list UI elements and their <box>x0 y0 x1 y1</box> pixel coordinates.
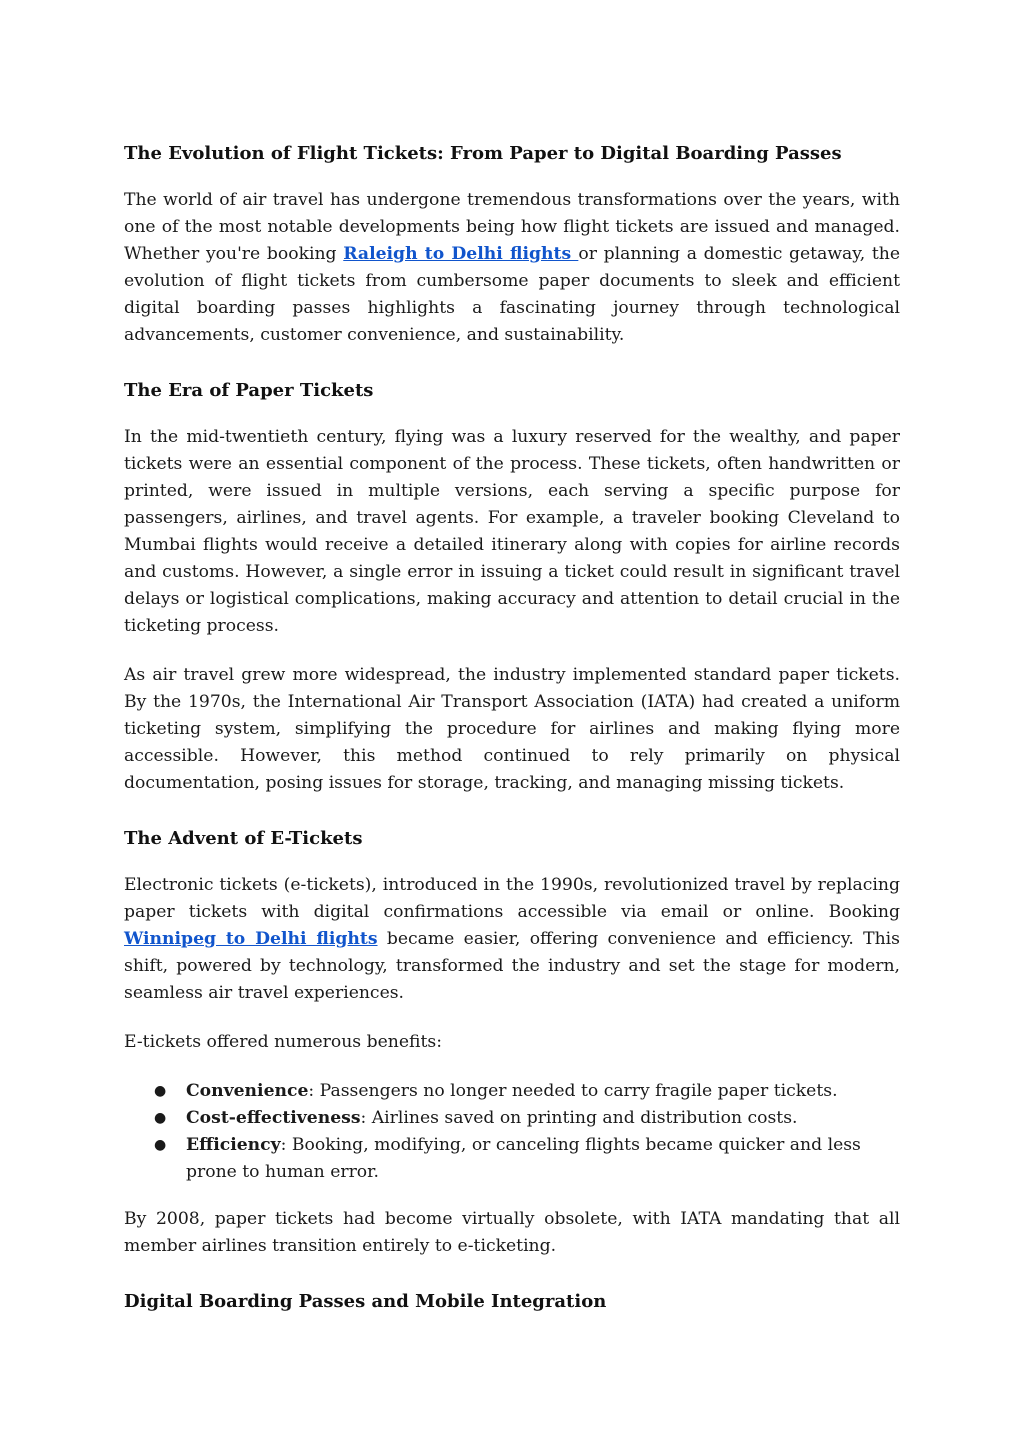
page-title: The Evolution of Flight Tickets: From Paper to Digital Boarding Passes <box>124 143 842 164</box>
intro-text-start: The world of air travel has undergone tremendous transformations over the years, with one of the most notable developments being how flight tickets are issued and managed. Whether you're booking <box>124 190 900 264</box>
benefit-text: : Passengers no longer needed to carry fragile paper tickets. <box>308 1081 838 1101</box>
list-item <box>124 1105 900 1132</box>
heading-paper-tickets: The Era of Paper Tickets <box>124 380 374 401</box>
winnipeg-delhi-link[interactable]: Winnipeg to Delhi flights <box>124 929 378 949</box>
bullet-icon: ● <box>154 1137 167 1153</box>
list-item <box>124 1078 900 1105</box>
e-tickets-paragraph-1 <box>124 872 900 1007</box>
benefit-term: Efficiency <box>186 1135 281 1155</box>
e-tickets-paragraph-2: By 2008, paper tickets had become virtually obsolete, with IATA mandating that all member airlines transition entirely to e-ticketing. <box>124 1209 900 1256</box>
benefit-text: : Booking, modifying, or canceling flights became quicker and less prone to human error. <box>186 1135 861 1182</box>
benefits-list <box>124 1078 900 1186</box>
raleigh-delhi-link[interactable]: Raleigh to Delhi flights <box>343 244 579 264</box>
heading-digital-boarding: Digital Boarding Passes and Mobile Integration <box>124 1291 607 1312</box>
benefits-intro: E-tickets offered numerous benefits: <box>124 1032 442 1052</box>
bullet-icon: ● <box>154 1110 167 1126</box>
e-tickets-text-end: became easier, offering convenience and efficiency. This shift, powered by technology, transformed the industry and set the stage for modern, seamless air travel experiences. <box>124 929 900 1003</box>
benefit-term: Cost-effectiveness <box>186 1108 361 1128</box>
list-item <box>124 1132 900 1186</box>
e-tickets-text-start: Electronic tickets (e-tickets), introduced in the 1990s, revolutionized travel by replacing paper tickets with digital confirmations accessible via email or online. Booking <box>124 875 900 922</box>
paper-tickets-paragraph-2: As air travel grew more widespread, the industry implemented standard paper tickets. By the 1970s, the International Air Transport Association (IATA) had created a uniform ticketing system, simplifying the procedure for airlines and making flying more accessible. However, this method continued to rely primarily on physical documentation, posing issues for storage, tracking, and managing missing tickets. <box>124 665 900 793</box>
paper-tickets-paragraph-1: In the mid-twentieth century, flying was a luxury reserved for the wealthy, and paper tickets were an essential component of the process. These tickets, often handwritten or printed, were issued in multiple versions, each serving a specific purpose for passengers, airlines, and travel agents. For example, a traveler booking Cleveland to Mumbai flights would receive a detailed itinerary along with copies for airline records and customs. However, a single error in issuing a ticket could result in significant travel delays or logistical complications, making accuracy and attention to detail crucial in the ticketing process. <box>124 427 900 636</box>
benefit-text: : Airlines saved on printing and distribution costs. <box>360 1108 798 1128</box>
intro-paragraph <box>124 187 900 349</box>
heading-e-tickets: The Advent of E-Tickets <box>124 828 363 849</box>
bullet-icon: ● <box>154 1083 167 1099</box>
document-page <box>124 140 900 1335</box>
intro-text-end: or planning a domestic getaway, the evolution of flight tickets from cumbersome paper documents to sleek and efficient digital boarding passes highlights a fascinating journey through technological advancements, customer convenience, and sustainability. <box>124 244 901 345</box>
benefit-term: Convenience <box>186 1081 309 1101</box>
